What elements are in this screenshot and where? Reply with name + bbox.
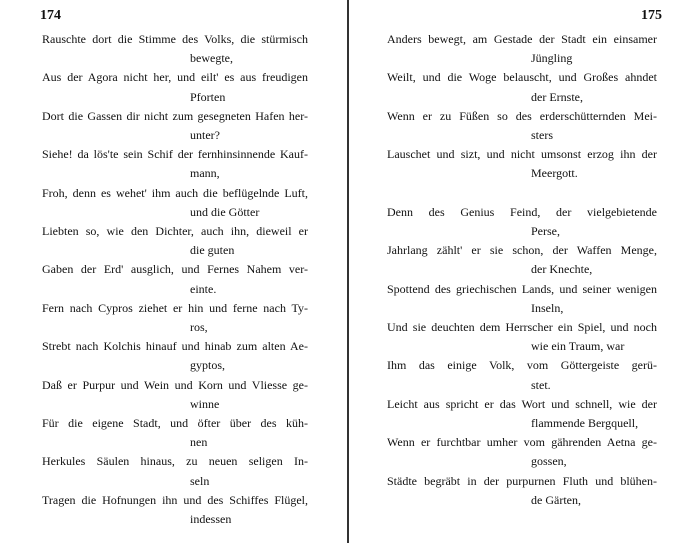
verse-line: Froh, denn es wehet' ihm auch die beflügelnde Luft, — [42, 185, 308, 200]
verse-line: Gaben der Erd' ausglich, und Fernes Nahem ver- — [42, 262, 308, 277]
verse-line-continuation: indessen — [190, 512, 232, 526]
left-page — [0, 0, 345, 543]
verse-line-continuation: flammende Bergquell, — [531, 416, 639, 430]
verse-line-continuation: der Ernste, — [531, 89, 583, 104]
verse-line-continuation: gossen, — [531, 454, 567, 469]
verse-line-continuation: Perse, — [531, 224, 560, 238]
verse-line: Spottend des griechischen Lands, und seiner wenigen — [387, 281, 657, 296]
verse-line-continuation: ros, — [190, 320, 208, 334]
verse-line: Weilt, und die Woge belauscht, und Großes ahndet — [387, 70, 657, 85]
verse-line-continuation: de Gärten, — [531, 492, 581, 507]
verse-line: Für die eigene Stadt, und öfter über des küh- — [42, 416, 308, 430]
verse-line-continuation: nen — [190, 435, 208, 450]
verse-line: Wenn er zu Füßen so des erderschütternden Mei- — [387, 108, 657, 123]
verse-line-continuation: Jüngling — [531, 51, 573, 66]
verse-line: Strebt nach Kolchis hinauf und hinab zum alten Ae- — [42, 339, 308, 354]
verse-line: Wenn er furchtbar umher vom gährenden Aetna ge- — [387, 435, 657, 450]
verse-line-continuation: wie ein Traum, war — [531, 339, 625, 354]
verse-line: Tragen die Hofnungen ihn und des Schiffes Flügel, — [42, 492, 308, 507]
verse-line-continuation: Pforten — [190, 89, 226, 104]
page-number: 175 — [641, 8, 662, 23]
verse-line-continuation: einte. — [190, 281, 217, 296]
verse-line: Städte begräbt in der purpurnen Fluth und blühen- — [387, 473, 657, 488]
verse-line-continuation: unter? — [190, 128, 220, 142]
right-page — [347, 0, 698, 543]
verse-line: Fern nach Cypros ziehet er hin und ferne nach Ty- — [42, 300, 308, 315]
verse-line: Und sie deuchten dem Herrscher ein Spiel, und noch — [387, 320, 657, 334]
verse-line-continuation: die guten — [190, 243, 235, 258]
verse-line: Jahrlang zählt' er sie schon, der Waffen Menge, — [387, 243, 657, 258]
verse-line-continuation: mann, — [190, 166, 220, 181]
page-number: 174 — [40, 8, 61, 23]
verse-line-continuation: seln — [190, 473, 210, 488]
verse-line: Ihm das einige Volk, vom Göttergeiste gerü- — [387, 358, 657, 373]
verse-line: Leicht aus spricht er das Wort und schnell, wie der — [387, 396, 657, 411]
verse-line-continuation: Meergott. — [531, 166, 578, 181]
verse-line: Aus der Agora nicht her, und eilt' es aus freudigen — [42, 70, 308, 85]
verse-line-continuation: Inseln, — [531, 300, 564, 315]
verse-line: Anders bewegt, am Gestade der Stadt ein einsamer — [387, 32, 657, 46]
verse-line-continuation: der Knechte, — [531, 262, 593, 277]
verse-line-continuation: winne — [190, 396, 220, 411]
verse-line-continuation: gyptos, — [190, 358, 226, 373]
verse-line: Dort die Gassen dir nicht zum gesegneten Hafen her- — [42, 108, 308, 123]
verse-line: Rauschte dort die Stimme des Volks, die stürmisch — [42, 32, 308, 46]
verse-line: Lauschet und sizt, und nicht umsonst erzog ihn der — [387, 147, 657, 162]
verse-line: Denn des Genius Feind, der vielgebietende — [387, 204, 657, 219]
verse-line-continuation: sters — [531, 128, 553, 142]
verse-line: Liebten so, wie den Dichter, auch ihn, dieweil er — [42, 224, 308, 238]
verse-line: Siehe! da lös'te sein Schif der fernhinsinnende Kauf- — [42, 147, 308, 162]
verse-line: Daß er Purpur und Wein und Korn und Vliesse ge- — [42, 377, 308, 392]
verse-line: Herkules Säulen hinaus, zu neuen seligen In- — [42, 454, 308, 469]
verse-line-continuation: und die Götter — [190, 204, 260, 219]
verse-line-continuation: bewegte, — [190, 51, 233, 66]
verse-line-continuation: stet. — [531, 377, 551, 392]
